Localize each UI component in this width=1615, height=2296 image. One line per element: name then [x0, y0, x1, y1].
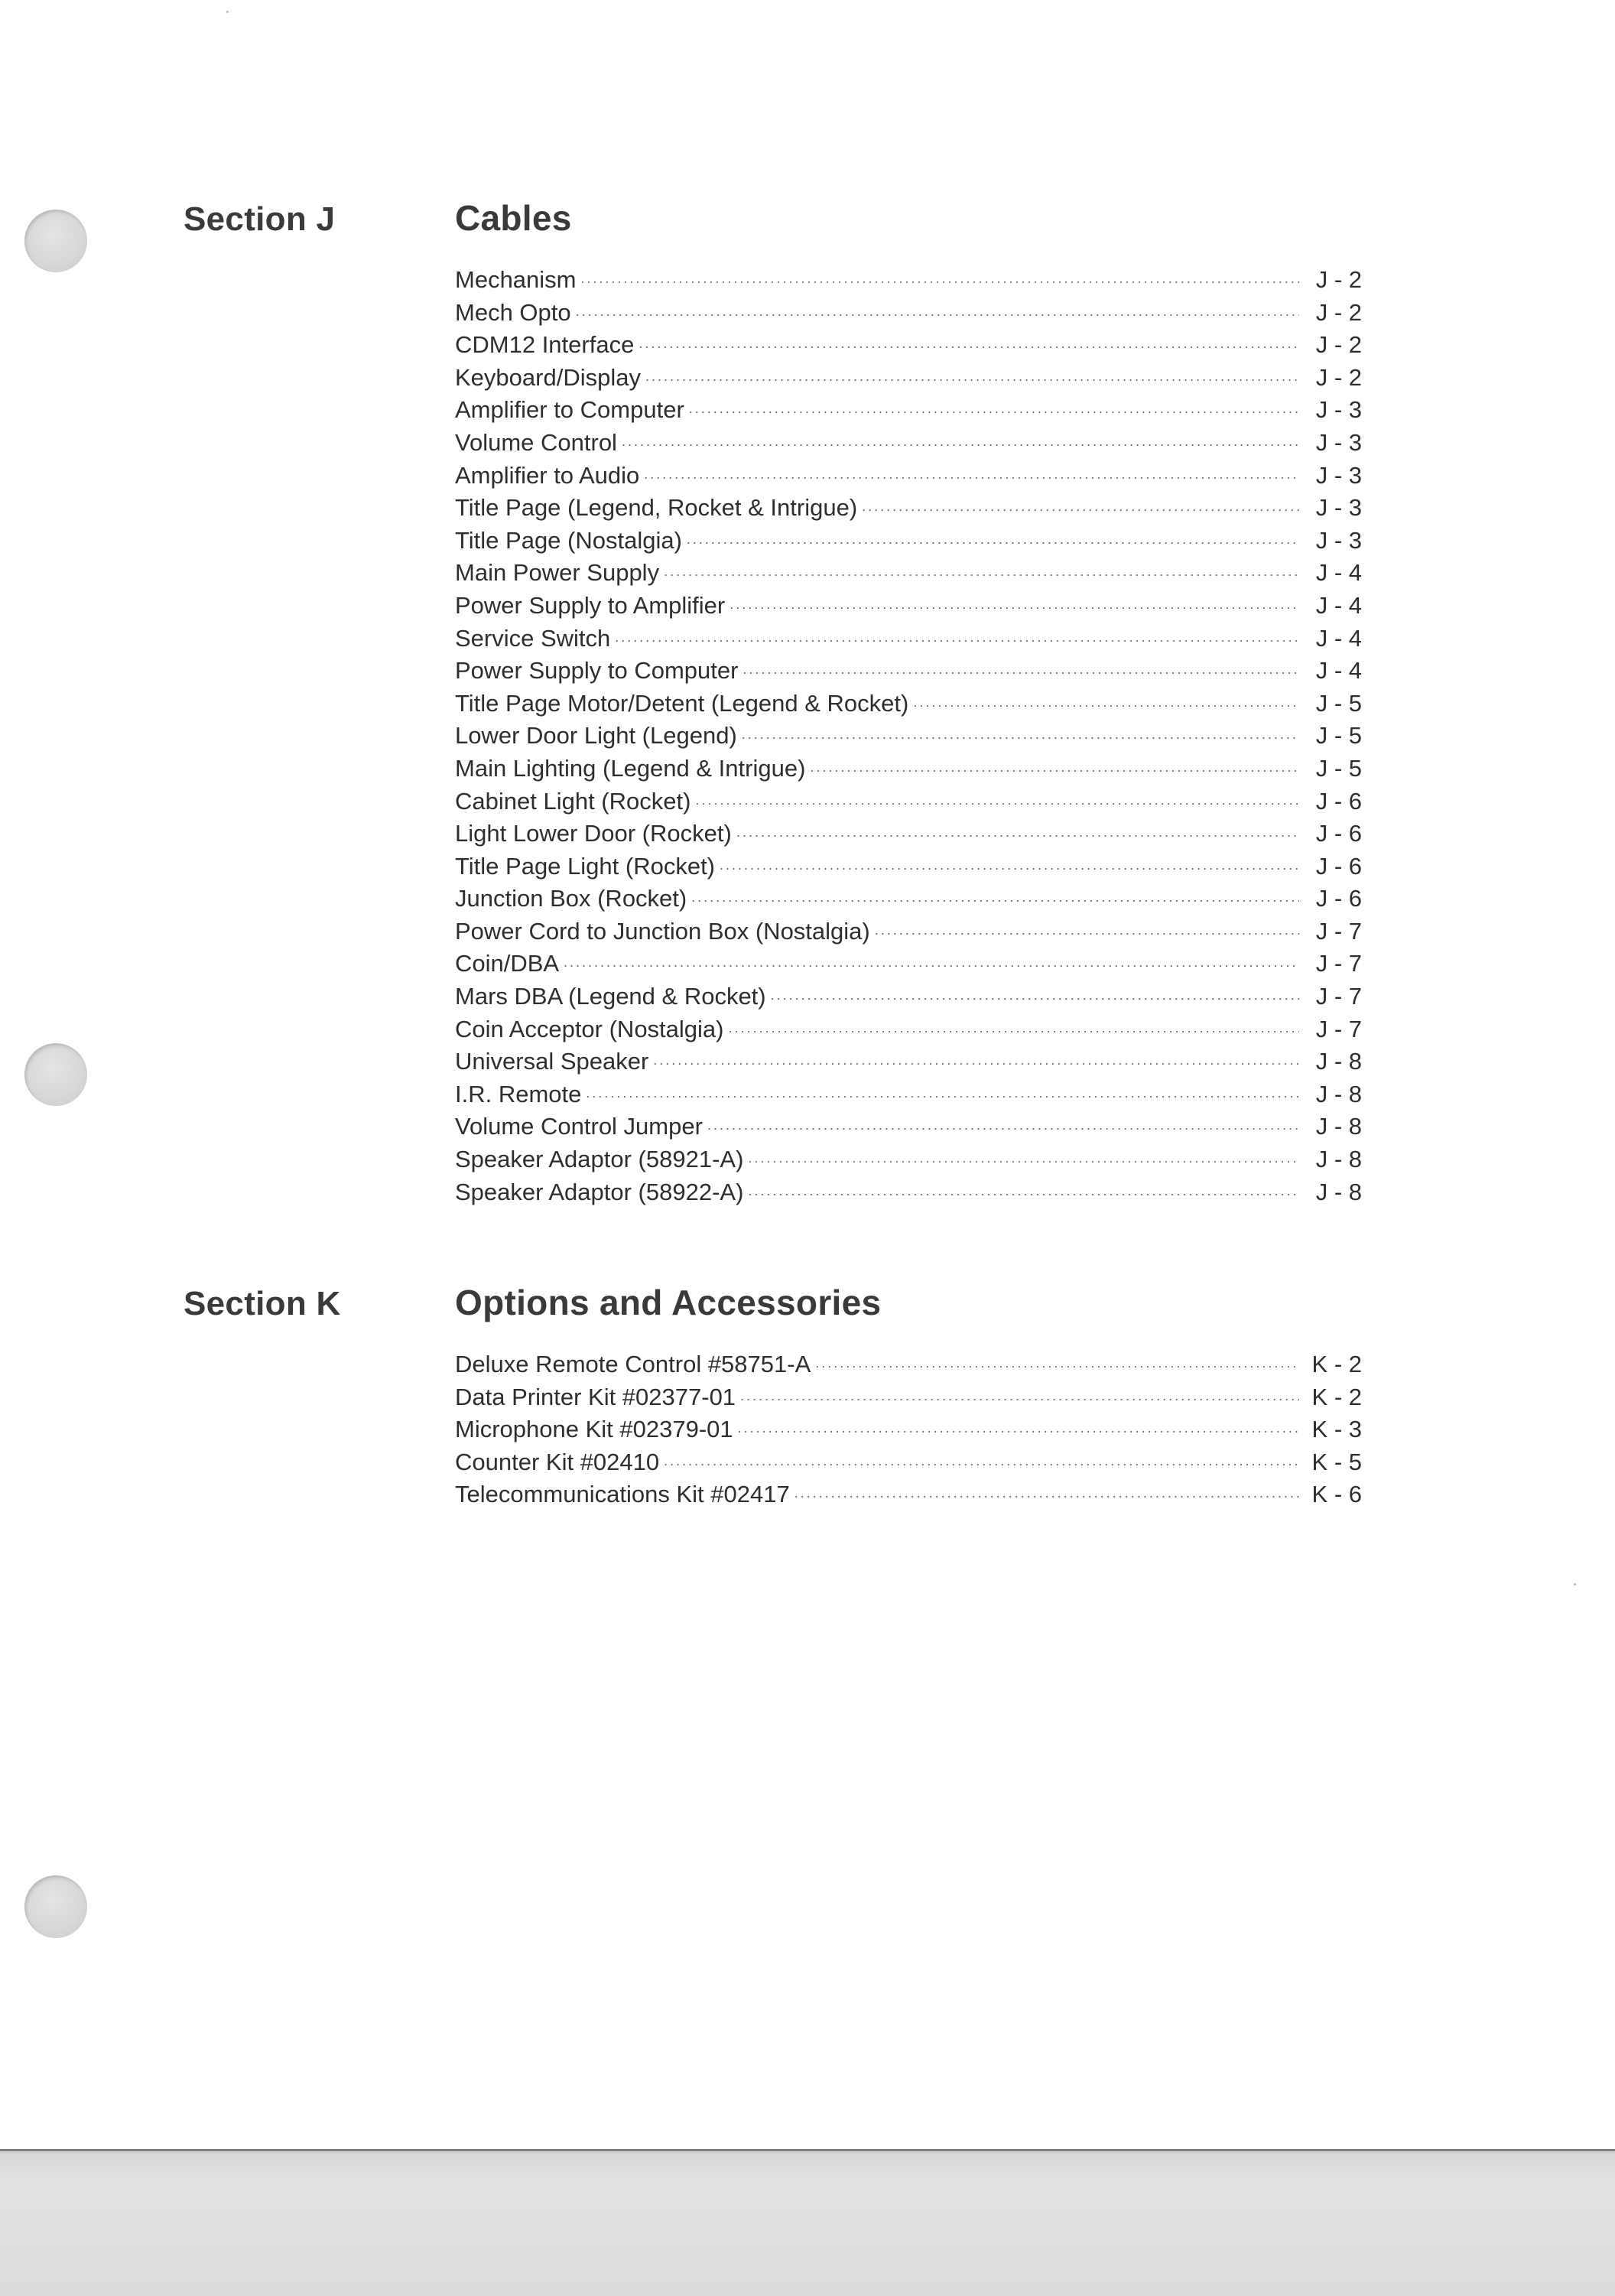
scan-bottom-edge: [0, 2149, 1615, 2296]
toc-entry-title: Data Printer Kit #02377-01: [455, 1383, 736, 1410]
dot-leader: [810, 763, 1299, 778]
toc-entry-page: J - 2: [1315, 298, 1362, 326]
dot-leader: [740, 1391, 1299, 1407]
toc-entry: [455, 950, 1362, 983]
toc-entry-page: J - 5: [1315, 754, 1362, 782]
toc-entry-page: J - 7: [1315, 983, 1362, 1010]
toc-entry-page: K - 2: [1311, 1383, 1362, 1410]
toc-entry: [455, 820, 1362, 853]
toc-entry: [455, 885, 1362, 918]
toc-entry-title: Light Lower Door (Rocket): [455, 820, 732, 847]
dot-leader: [795, 1488, 1299, 1504]
dot-leader: [707, 1120, 1299, 1136]
toc-entry: [455, 592, 1362, 625]
toc-entry-page: J - 8: [1315, 1080, 1362, 1107]
section-header: [184, 1282, 1376, 1328]
toc-entry-page: J - 4: [1315, 591, 1362, 619]
toc-entry: [455, 690, 1362, 723]
dot-leader: [586, 1088, 1299, 1104]
scan-speck: [1574, 1583, 1576, 1585]
toc-entry-page: J - 8: [1315, 1146, 1362, 1173]
toc-entry-page: K - 2: [1311, 1351, 1362, 1377]
dot-leader: [742, 730, 1299, 745]
toc-entry-title: Coin/DBA: [455, 950, 560, 977]
toc-entry-title: Title Page (Nostalgia): [455, 526, 682, 554]
toc-entry: [455, 853, 1362, 886]
toc-entry: [455, 1081, 1362, 1114]
section-k: [184, 1282, 1376, 1514]
dot-leader: [913, 698, 1299, 713]
dot-leader: [875, 925, 1299, 941]
toc-entry: [455, 657, 1362, 690]
toc-entry-page: J - 7: [1315, 917, 1362, 945]
toc-entry-title: I.R. Remote: [455, 1080, 582, 1107]
toc-entry: [455, 462, 1362, 495]
toc-entry-page: J - 4: [1315, 624, 1362, 652]
dot-leader: [615, 633, 1299, 648]
toc-entry-title: Power Supply to Computer: [455, 657, 739, 685]
toc-entry-title: Speaker Adaptor (58921-A): [455, 1146, 744, 1173]
dot-leader: [644, 470, 1299, 485]
scan-speck: [226, 11, 229, 13]
toc-entry-title: Speaker Adaptor (58922-A): [455, 1178, 744, 1205]
dot-leader: [862, 502, 1299, 517]
toc-entry-title: Power Cord to Junction Box (Nostalgia): [455, 917, 870, 945]
toc-entry-page: J - 6: [1315, 852, 1362, 880]
toc-entry-page: J - 8: [1315, 1048, 1362, 1075]
toc-entry-title: Power Supply to Amplifier: [455, 591, 726, 619]
toc-entry: [455, 1449, 1362, 1481]
toc-entry-title: Universal Speaker: [455, 1048, 649, 1075]
toc-entry: [455, 1016, 1362, 1049]
dot-leader: [664, 567, 1299, 582]
toc-entry-title: Mars DBA (Legend & Rocket): [455, 983, 766, 1010]
toc-list: [455, 1351, 1362, 1514]
toc-entry-title: Mech Opto: [455, 298, 571, 326]
dot-leader: [748, 1153, 1299, 1169]
toc-entry-title: Title Page Motor/Detent (Legend & Rocket): [455, 689, 909, 717]
toc-entry-title: Microphone Kit #02379-01: [455, 1416, 733, 1443]
toc-entry-page: J - 7: [1315, 950, 1362, 977]
toc-entry: [455, 396, 1362, 429]
toc-entry-page: J - 6: [1315, 820, 1362, 847]
toc-entry-title: Main Power Supply: [455, 559, 660, 587]
toc-entry: [455, 918, 1362, 951]
dot-leader: [576, 307, 1299, 322]
dot-leader: [639, 339, 1299, 354]
toc-entry: [455, 1481, 1362, 1514]
toc-entry-page: J - 3: [1315, 428, 1362, 456]
toc-entry: [455, 1113, 1362, 1146]
toc-entry-page: J - 6: [1315, 787, 1362, 815]
toc-entry-title: Title Page Light (Rocket): [455, 852, 716, 880]
section-label: Section J: [184, 200, 336, 238]
toc-entry-title: Main Lighting (Legend & Intrigue): [455, 754, 806, 782]
toc-entry-title: Mechanism: [455, 266, 577, 293]
toc-entry: [455, 1048, 1362, 1081]
dot-leader: [736, 828, 1299, 843]
toc-entry: [455, 494, 1362, 527]
dot-leader: [748, 1186, 1299, 1202]
toc-entry-page: K - 6: [1311, 1481, 1362, 1508]
section-header: [184, 197, 1376, 243]
dot-leader: [645, 372, 1299, 387]
toc-entry: [455, 625, 1362, 658]
toc-entry-page: J - 7: [1315, 1015, 1362, 1042]
toc-entry-title: Deluxe Remote Control #58751-A: [455, 1351, 811, 1377]
toc-entry-title: Volume Control Jumper: [455, 1113, 703, 1140]
toc-entry-title: Amplifier to Computer: [455, 396, 684, 424]
toc-entry-title: CDM12 Interface: [455, 331, 635, 359]
toc-entry: [455, 266, 1362, 299]
section-j: [184, 197, 1376, 1211]
toc-entry-page: J - 3: [1315, 526, 1362, 554]
toc-entry: [455, 722, 1362, 755]
toc-entry-page: J - 5: [1315, 689, 1362, 717]
toc-entry: [455, 983, 1362, 1016]
toc-entry-title: Telecommunications Kit #02417: [455, 1481, 790, 1508]
toc-entry: [455, 429, 1362, 462]
toc-entry: [455, 559, 1362, 592]
toc-entry-title: Cabinet Light (Rocket): [455, 787, 691, 815]
toc-entry-page: J - 3: [1315, 461, 1362, 489]
toc-entry-page: J - 4: [1315, 657, 1362, 685]
toc-entry-page: J - 2: [1315, 331, 1362, 359]
binder-hole: [24, 210, 87, 272]
toc-entry-page: J - 3: [1315, 494, 1362, 522]
toc-entry-page: K - 3: [1311, 1416, 1362, 1443]
toc-entry-page: K - 5: [1311, 1448, 1362, 1475]
toc-entry-title: Lower Door Light (Legend): [455, 722, 737, 750]
toc-entry-title: Counter Kit #02410: [455, 1448, 660, 1475]
dot-leader: [691, 893, 1299, 908]
binder-hole: [24, 1043, 87, 1106]
toc-entry-title: Coin Acceptor (Nostalgia): [455, 1015, 724, 1042]
dot-leader: [687, 535, 1299, 550]
toc-entry: [455, 788, 1362, 821]
dot-leader: [564, 958, 1299, 973]
toc-entry-page: J - 6: [1315, 885, 1362, 912]
toc-entry: [455, 1384, 1362, 1416]
section-label: Section K: [184, 1285, 341, 1322]
toc-entry: [455, 1351, 1362, 1384]
binder-hole: [24, 1875, 87, 1938]
dot-leader: [730, 600, 1299, 615]
toc-entry-title: Title Page (Legend, Rocket & Intrigue): [455, 494, 858, 522]
toc-entry-title: Junction Box (Rocket): [455, 885, 687, 912]
dot-leader: [738, 1423, 1299, 1439]
toc-entry: [455, 331, 1362, 364]
toc-entry: [455, 364, 1362, 397]
toc-entry-page: J - 8: [1315, 1113, 1362, 1140]
toc-entry: [455, 1416, 1362, 1449]
toc-entry-page: J - 2: [1315, 266, 1362, 293]
toc-entry-page: J - 5: [1315, 722, 1362, 750]
dot-leader: [581, 274, 1300, 289]
toc-entry: [455, 755, 1362, 788]
toc-entry-page: J - 4: [1315, 559, 1362, 587]
toc-entry-title: Keyboard/Display: [455, 363, 641, 391]
toc-entry-page: J - 8: [1315, 1178, 1362, 1205]
toc-entry-title: Service Switch: [455, 624, 611, 652]
dot-leader: [729, 1023, 1300, 1039]
toc-entry-page: J - 2: [1315, 363, 1362, 391]
dot-leader: [664, 1456, 1299, 1472]
toc-entry-page: J - 3: [1315, 396, 1362, 424]
dot-leader: [720, 860, 1299, 876]
toc-entry: [455, 299, 1362, 332]
toc-list: [455, 266, 1362, 1211]
dot-leader: [653, 1055, 1299, 1071]
dot-leader: [695, 795, 1299, 811]
toc-entry-title: Amplifier to Audio: [455, 461, 640, 489]
dot-leader: [689, 404, 1299, 419]
section-title: Options and Accessories: [455, 1283, 882, 1322]
toc-entry: [455, 527, 1362, 560]
dot-leader: [622, 437, 1299, 452]
dot-leader: [815, 1358, 1299, 1374]
dot-leader: [771, 990, 1299, 1006]
section-title: Cables: [455, 198, 572, 238]
toc-entry-title: Volume Control: [455, 428, 617, 456]
toc-entry: [455, 1179, 1362, 1211]
toc-entry: [455, 1146, 1362, 1179]
dot-leader: [743, 665, 1299, 680]
